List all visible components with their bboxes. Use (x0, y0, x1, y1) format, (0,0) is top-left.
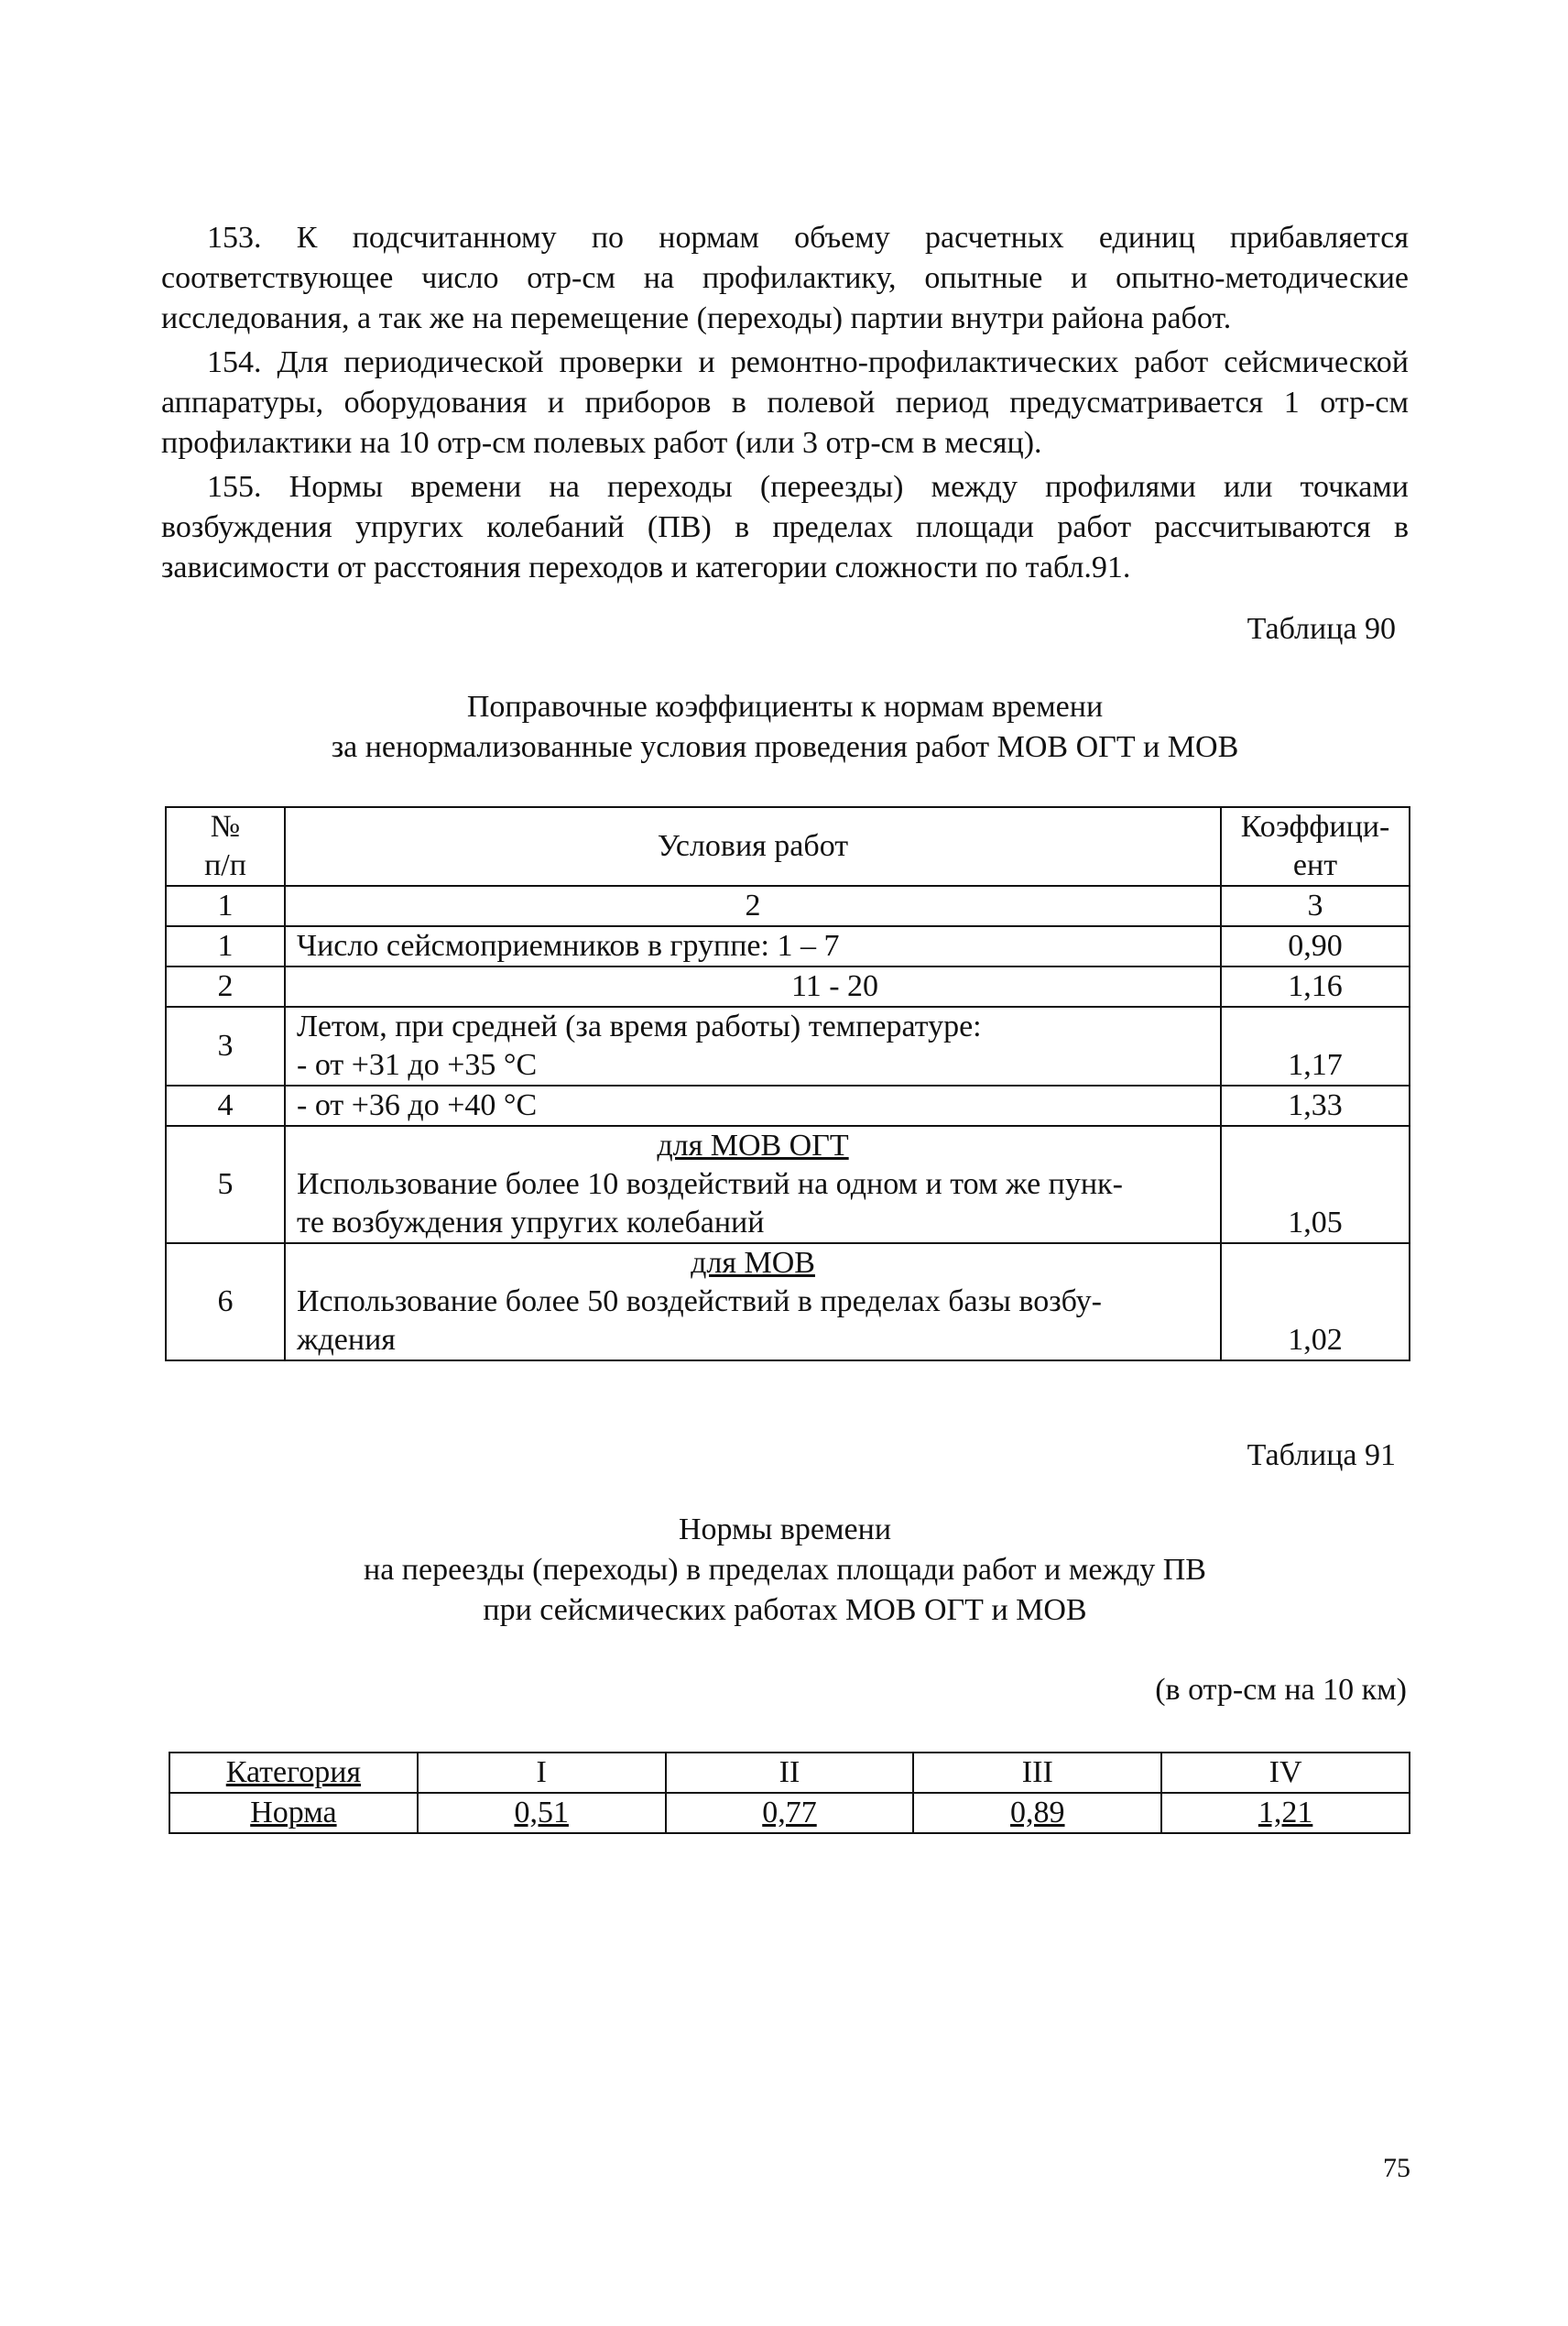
norm-label: Норма (250, 1796, 337, 1829)
norm-value-cell (913, 1793, 1161, 1833)
row-number: 5 (166, 1126, 285, 1243)
row-condition-line-2: - от +31 до +35 °С (297, 1048, 538, 1082)
header-coef-line-1: Коэффици- (1240, 810, 1390, 844)
norm-value: 0,89 (1010, 1796, 1065, 1829)
table-90-title (161, 687, 1409, 768)
column-number-3: 3 (1221, 886, 1410, 926)
paragraph-155: 155. Нормы времени на переходы (переезды) между профилями или точками возбуждения упругих колебаний (ПВ) в пределах площади работ рассчитываются в зависимости от расстояния переходов и категории сложности по табл.91. (161, 470, 1409, 584)
row-number: 3 (166, 1007, 285, 1086)
row-condition-line-2: те возбуждения упругих колебаний (297, 1206, 765, 1239)
row-condition-line-1: Использование более 50 воздействий в пределах базы возбу- (297, 1284, 1102, 1318)
header-conditions-cell: Условия работ (285, 807, 1221, 886)
row-coefficient: 1,05 (1221, 1126, 1410, 1243)
row-condition-text: 11 - 20 (791, 969, 879, 1003)
table-90-number: Таблица 90 (1247, 612, 1396, 646)
norm-value: 0,51 (514, 1796, 569, 1829)
row-number: 4 (166, 1086, 285, 1126)
row-condition (285, 1243, 1221, 1360)
table-91-number: Таблица 91 (1247, 1438, 1396, 1472)
table-90-title-line-2: за ненормализованные условия проведения работ МОВ ОГТ и МОВ (331, 730, 1239, 764)
category-cell: IV (1161, 1753, 1410, 1793)
paragraph-154: 154. Для периодической проверки и ремонтно-профилактических работ сейсмической аппаратуры, оборудования и приборов в полевой период предусматривается 1 отр-см профилактики на 10 отр-см полевых работ (или 3 отр-см в месяц). (161, 345, 1409, 460)
table-row (166, 966, 1410, 1007)
table-91-header-row (169, 1753, 1410, 1793)
header-num-cell (166, 807, 285, 886)
norm-value: 0,77 (762, 1796, 817, 1829)
category-cell: I (418, 1753, 666, 1793)
norm-value: 1,21 (1258, 1796, 1313, 1829)
table-row (166, 1086, 1410, 1126)
table-91-title-line-3: при сейсмических работах МОВ ОГТ и МОВ (483, 1593, 1087, 1627)
table-91-title-line-1: Нормы времени (678, 1512, 892, 1546)
table-91-values-row (169, 1793, 1410, 1833)
body-text (161, 218, 1409, 592)
category-cell: II (666, 1753, 914, 1793)
row-condition: - от +36 до +40 °С (285, 1086, 1221, 1126)
row-condition-subtitle: для МОВ (691, 1246, 815, 1280)
table-row (166, 1126, 1410, 1243)
norm-value-cell (418, 1793, 666, 1833)
table-row (166, 1007, 1410, 1086)
column-number-1: 1 (166, 886, 285, 926)
row-condition-subtitle: для МОВ ОГТ (657, 1129, 849, 1163)
header-coef-cell (1221, 807, 1410, 886)
page-number: 75 (1383, 2153, 1410, 2183)
table-90-header-row (166, 807, 1410, 886)
row-coefficient: 0,90 (1221, 926, 1410, 966)
norm-value-cell (666, 1793, 914, 1833)
row-condition: Число сейсмоприемников в группе: 1 – 7 (285, 926, 1221, 966)
header-num-symbol: № (210, 810, 241, 844)
row-number: 1 (166, 926, 285, 966)
table-90-column-numbers-row (166, 886, 1410, 926)
header-coef-line-2: ент (1292, 848, 1338, 882)
row-coefficient: 1,33 (1221, 1086, 1410, 1126)
row-coefficient: 1,02 (1221, 1243, 1410, 1360)
table-91-title-line-2: на переезды (переходы) в пределах площади работ и между ПВ (364, 1553, 1206, 1587)
table-row (166, 926, 1410, 966)
table-91-title (161, 1510, 1409, 1631)
row-condition (285, 1007, 1221, 1086)
table-90 (165, 806, 1410, 1361)
row-condition-line-1: Использование более 10 воздействий на одном и том же пунк- (297, 1167, 1123, 1201)
category-label: Категория (225, 1755, 362, 1789)
norm-label-cell (169, 1793, 418, 1833)
category-label-cell (169, 1753, 418, 1793)
category-cell: III (913, 1753, 1161, 1793)
norm-value-cell (1161, 1793, 1410, 1833)
row-condition-line-1: Летом, при средней (за время работы) температуре: (297, 1010, 982, 1043)
row-coefficient: 1,16 (1221, 966, 1410, 1007)
table-90-title-line-1: Поправочные коэффициенты к нормам времени (466, 690, 1104, 724)
table-91-units: (в отр-см на 10 км) (1155, 1673, 1407, 1707)
row-condition (285, 966, 1221, 1007)
header-num-label: п/п (204, 848, 246, 882)
row-coefficient: 1,17 (1221, 1007, 1410, 1086)
table-91 (169, 1752, 1410, 1834)
row-condition-line-2: ждения (297, 1323, 396, 1357)
paragraph-153: 153. К подсчитанному по нормам объему расчетных единиц прибавляется соответствующее число отр-см на профилактику, опытные и опытно-методические исследования, а так же на перемещение (переходы) партии внутри района работ. (161, 221, 1409, 335)
row-number: 2 (166, 966, 285, 1007)
row-number: 6 (166, 1243, 285, 1360)
column-number-2: 2 (285, 886, 1221, 926)
table-row (166, 1243, 1410, 1360)
row-condition (285, 1126, 1221, 1243)
